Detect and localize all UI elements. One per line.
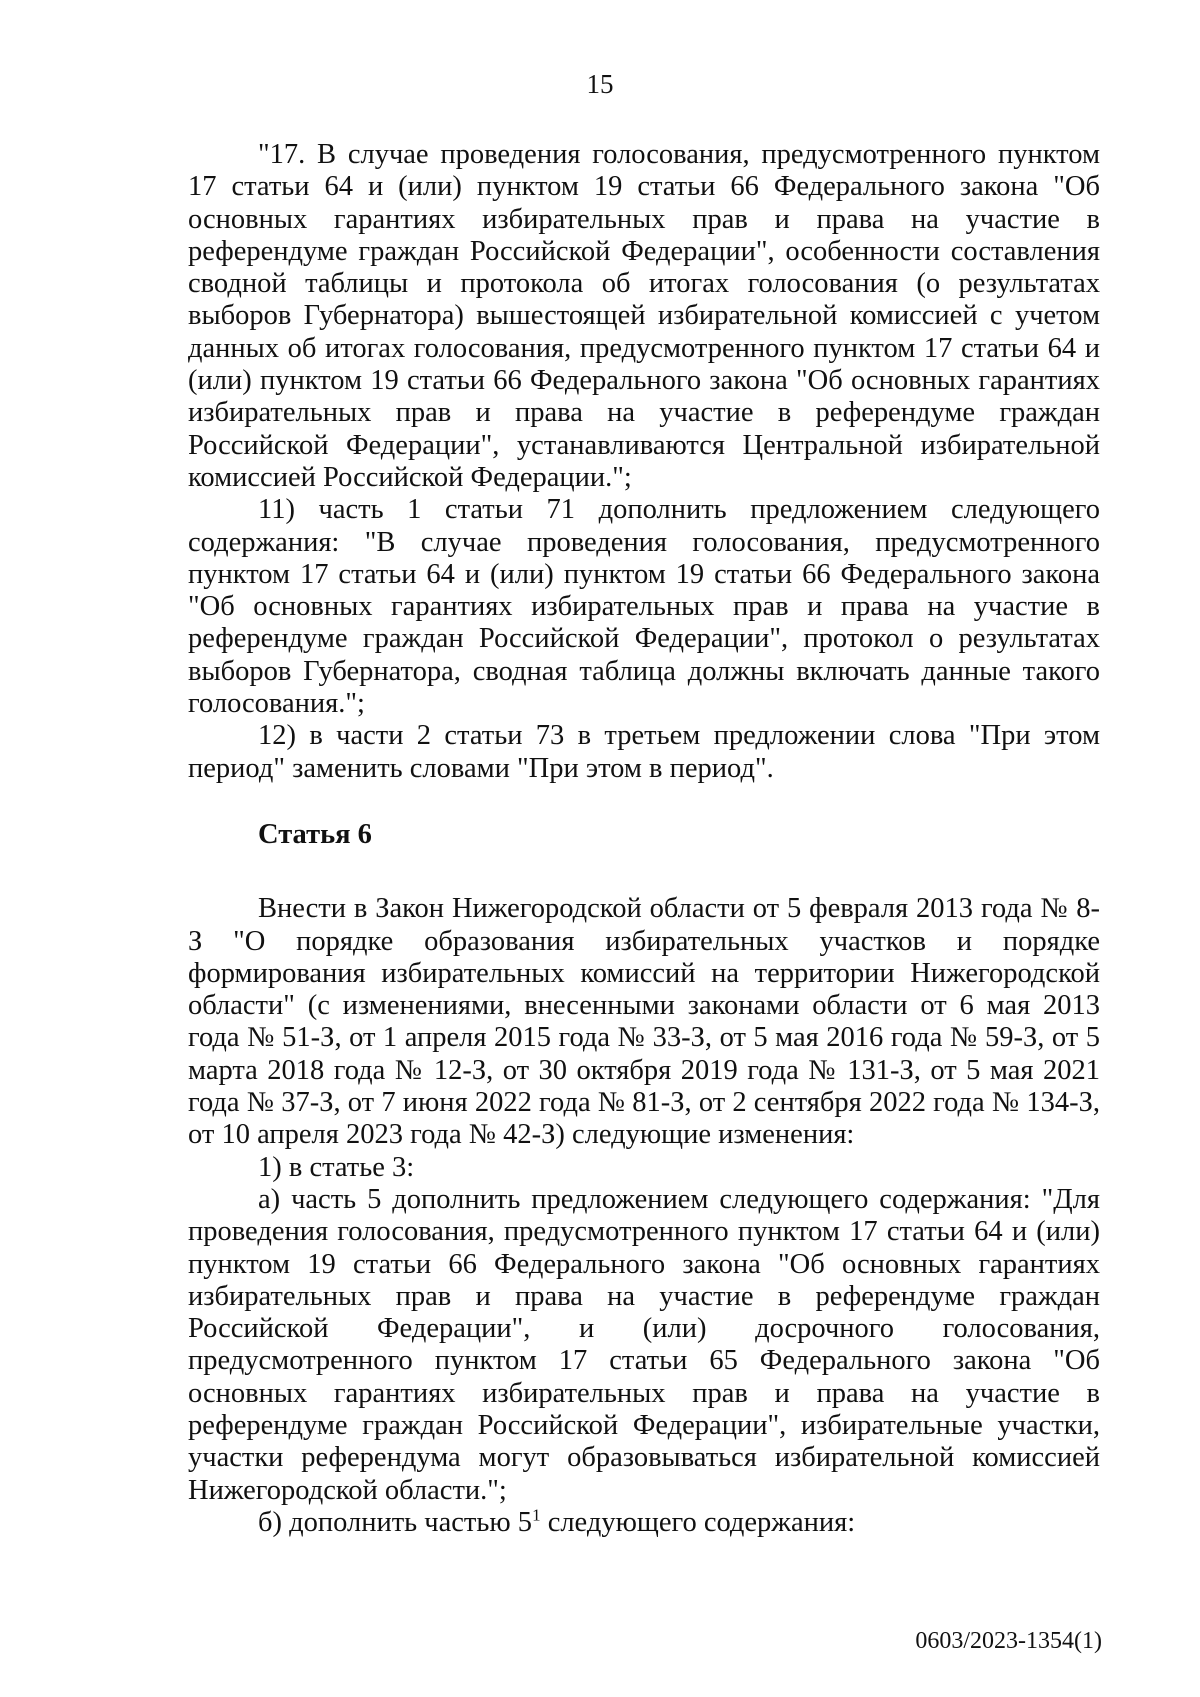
subitem-b-text: б) дополнить частью 5 (258, 1506, 533, 1538)
superscript-index: 1 (532, 1505, 541, 1525)
subitem-b-text-end: следующего содержания: (540, 1506, 856, 1538)
paragraph-subitem-b (188, 1507, 1100, 1539)
paragraph-article-intro: Внести в Закон Нижегородской области от 5 февраля 2013 года № 8-З "О порядке образования избирательных участков и порядке формирования избирательных комиссий на территории Нижегородской области" (с изменениями, внесенными законами области от 6 мая 2013 года № 51-З, от 1 апреля 2015 года № 33-З, от 5 мая 2016 года № 59-З, от 5 марта 2018 года № 12-З, от 30 октября 2019 года № 131-З, от 5 мая 2021 года № 37-З, от 7 июня 2022 года № 81-З, от 2 сентября 2022 года № 134-З, от 10 апреля 2023 года № 42-З) следующие изменения: (188, 893, 1100, 1151)
paragraph-item-11: 11) часть 1 статьи 71 дополнить предложением следующего содержания: "В случае проведения голосования, предусмотренного пунктом 17 статьи 64 и (или) пунктом 19 статьи 66 Федерального закона "Об основных гарантиях избирательных прав и права на участие в референдуме граждан Российской Федерации", протокол о результатах выборов Губернатора, сводная таблица должны включать данные такого голосования."; (188, 494, 1100, 720)
page-number: 15 (586, 69, 614, 99)
paragraph-item-12: 12) в части 2 статьи 73 в третьем предложении слова "При этом период" заменить словами "При этом в период". (188, 720, 1100, 784)
document-body (188, 139, 1100, 1539)
document-code: 0603/2023-1354(1) (915, 1628, 1102, 1654)
article-heading: Статья 6 (258, 818, 372, 850)
paragraph-clause-17: "17. В случае проведения голосования, предусмотренного пунктом 17 статьи 64 и (или) пунктом 19 статьи 66 Федерального закона "Об основных гарантиях избирательных прав и права на участие в референдуме граждан Российской Федерации", особенности составления сводной таблицы и протокола об итогах голосования (о результатах выборов Губернатора) вышестоящей избирательной комиссией с учетом данных об итогах голосования, предусмотренного пунктом 17 статьи 64 и (или) пунктом 19 статьи 66 Федерального закона "Об основных гарантиях избирательных прав и права на участие в референдуме граждан Российской Федерации", устанавливаются Центральной избирательной комиссией Российской Федерации."; (188, 139, 1100, 493)
paragraph-subitem-a: а) часть 5 дополнить предложением следующего содержания: "Для проведения голосования, предусмотренного пунктом 17 статьи 64 и (или) пунктом 19 статьи 66 Федерального закона "Об основных гарантиях избирательных прав и права на участие в референдуме граждан Российской Федерации", и (или) досрочного голосования, предусмотренного пунктом 17 статьи 65 Федерального закона "Об основных гарантиях избирательных прав и права на участие в референдуме граждан Российской Федерации", избирательные участки, участки референдума могут образовываться избирательной комиссией Нижегородской области."; (188, 1183, 1100, 1506)
paragraph-item-1: 1) в статье 3: (258, 1151, 415, 1183)
